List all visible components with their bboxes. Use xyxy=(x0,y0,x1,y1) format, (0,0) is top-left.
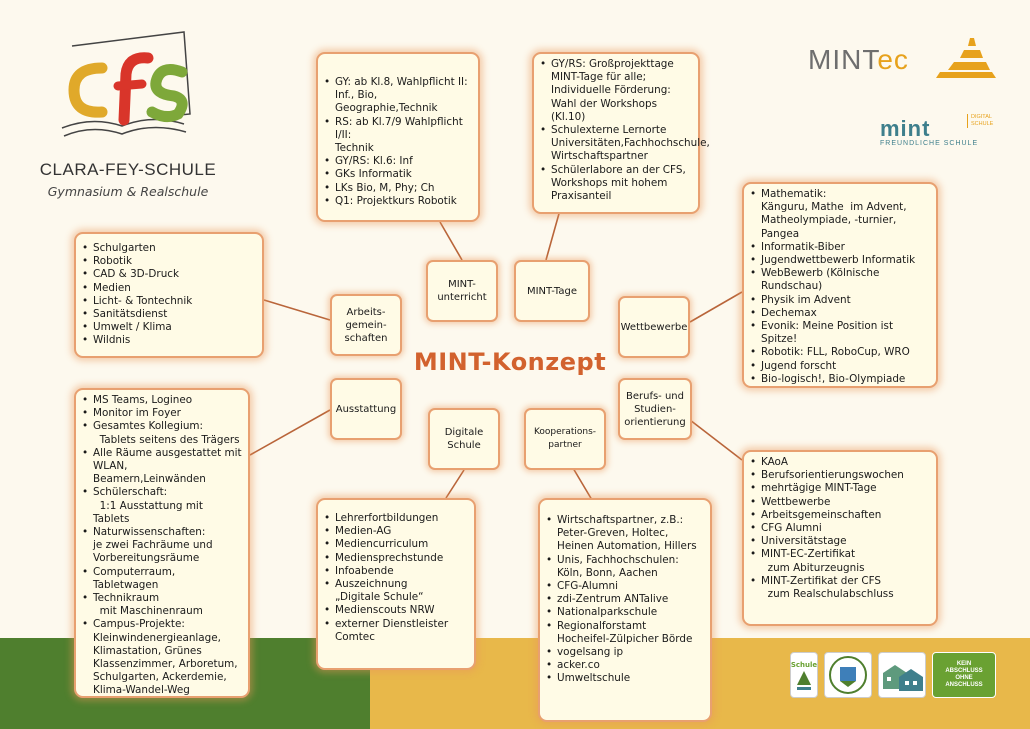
list-item: • Schulexterne Lernorte Universitäten,Fachhochschule, Wirtschaftspartner xyxy=(549,124,692,164)
box-ausstattung xyxy=(74,388,250,698)
list-item: • Schülerlabore an der CFS, Workshops mit hohem Praxisanteil xyxy=(549,164,692,204)
list-item: • Computerraum, Tabletwagen xyxy=(91,566,242,592)
list-item: • Umwelt / Klima xyxy=(91,321,256,334)
badge-kein-abschluss xyxy=(932,652,996,698)
svg-text:Schule: Schule xyxy=(791,661,817,669)
connector-ags xyxy=(264,300,330,320)
list-item: • GY/RS: Großprojekttage MINT-Tage für alle; Individuelle Förderung: Wahl der Workshops (Kl.10) xyxy=(549,58,692,124)
list-item: • Lehrerfortbildungen xyxy=(333,512,468,525)
nationalpark-icon xyxy=(791,653,817,697)
list-item: • externer Dienstleister Comtec xyxy=(333,618,468,644)
connector-digitale xyxy=(446,470,464,498)
box-wettbewerbe xyxy=(742,182,938,388)
list-item: • Nationalparkschule xyxy=(555,606,704,619)
node-kooperationspartner: Kooperations- partner xyxy=(524,408,606,470)
mint-freundliche-subtitle: FREUNDLICHE SCHULE xyxy=(880,140,979,147)
list-item: • zdi-Zentrum ANTalive xyxy=(555,593,704,606)
list-item: • acker.co xyxy=(555,659,704,672)
list-item: • Jugend forscht xyxy=(759,360,930,373)
list-item: • Licht- & Tontechnik xyxy=(91,295,256,308)
list-item: • Schulgarten xyxy=(91,242,256,255)
list-item: • Medien xyxy=(91,282,256,295)
list-item: • Alle Räume ausgestattet mit WLAN, Beamern,Leinwänden xyxy=(91,447,242,487)
box-mint-unterricht xyxy=(316,52,480,222)
list-item: • Naturwissenschaften: je zwei Fachräume und Vorbereitungsräume xyxy=(91,526,242,566)
node-mint-unterricht: MINT- unterricht xyxy=(426,260,498,322)
list-item: • Evonik: Meine Position ist Spitze! xyxy=(759,320,930,346)
list-item: • MINT-Zertifikat der CFS zum Realschulabschluss xyxy=(759,575,930,601)
school-name: CLARA-FEY-SCHULE xyxy=(39,160,217,179)
list-item: • Mediencurriculum xyxy=(333,538,468,551)
list-item: • CAD & 3D-Druck xyxy=(91,268,256,281)
mintec-pyramid-icon xyxy=(930,34,998,80)
list-item: • Schülerschaft: 1:1 Ausstattung mit Tablets xyxy=(91,486,242,526)
list-item: • Robotik: FLL, RoboCup, WRO xyxy=(759,346,930,359)
list-item: • Infoabende xyxy=(333,565,468,578)
digital-schule-tag: DIGITAL SCHULE xyxy=(967,114,1005,128)
list-item: • Jugendwettbewerb Informatik xyxy=(759,254,930,267)
mintec-logo: MINTec xyxy=(808,44,909,75)
list-item: • Sanitätsdienst xyxy=(91,308,256,321)
node-mint-tage: MINT-Tage xyxy=(514,260,590,322)
box-digitale-schule xyxy=(316,498,476,670)
mint-freundliche-logo: mint xyxy=(880,116,931,141)
node-berufs-studienorientierung: Berufs- und Studien- orientierung xyxy=(618,378,692,440)
school-logo-graphic xyxy=(52,28,202,153)
list-item: • Medienscouts NRW xyxy=(333,604,468,617)
list-item: • KAoA xyxy=(759,456,930,469)
list-item: • Regionalforstamt Hocheifel-Zülpicher Börde xyxy=(555,620,704,646)
node-ausstattung: Ausstattung xyxy=(330,378,402,440)
box-kooperationspartner xyxy=(538,498,712,722)
list-item: • Mediensprechstunde xyxy=(333,552,468,565)
list-item: • RS: ab Kl.7/9 Wahlpflicht I/II: Technik xyxy=(333,116,472,156)
list-item: • Umweltschule xyxy=(555,672,704,685)
list-item: • LKs Bio, M, Phy; Ch xyxy=(333,182,472,195)
diagram-title: MINT-Konzept xyxy=(413,348,607,376)
school-subtitle: Gymnasium & Realschule xyxy=(47,184,209,199)
list-item: • Dechemax xyxy=(759,307,930,320)
box-berufsorientierung xyxy=(742,450,938,626)
list-item: • GY: ab Kl.8, Wahlpflicht II: Inf., Bio, Geographie,Technik xyxy=(333,76,472,116)
list-item: • GY/RS: Kl.6: Inf xyxy=(333,155,472,168)
list-item: • Technikraum mit Maschinenraum xyxy=(91,592,242,618)
list-item: • WebBewerb (Kölnische Rundschau) xyxy=(759,267,930,293)
connector-koop xyxy=(573,468,592,500)
buildings-icon xyxy=(879,653,925,697)
list-item: • Robotik xyxy=(91,255,256,268)
list-item: • Monitor im Foyer xyxy=(91,407,242,420)
umweltschule-icon xyxy=(825,653,871,697)
list-item: • Wildnis xyxy=(91,334,256,347)
connector-berufs xyxy=(690,420,742,460)
list-item: • Mathematik: Känguru, Mathe im Advent, Matheolympiade, -turnier, Pangea xyxy=(759,188,930,241)
list-item: • MINT-EC-Zertifikat zum Abiturzeugnis xyxy=(759,548,930,574)
list-item: • GKs Informatik xyxy=(333,168,472,181)
list-item: • Unis, Fachhochschulen: Köln, Bonn, Aachen xyxy=(555,554,704,580)
list-item: • CFG-Alumni xyxy=(555,580,704,593)
badge-buildings xyxy=(878,652,926,698)
box-mint-tage xyxy=(532,52,710,214)
connector-wettbewerbe xyxy=(690,292,742,322)
list-item: • Berufsorientierungswochen xyxy=(759,469,930,482)
list-item: • MS Teams, Logineo xyxy=(91,394,242,407)
list-item: • Auszeichnung „Digitale Schule“ xyxy=(333,578,468,604)
node-wettbewerbe: Wettbewerbe xyxy=(618,296,690,358)
list-item: • Universitätstage xyxy=(759,535,930,548)
connector-ausstattung xyxy=(250,410,330,455)
list-item: • Gesamtes Kollegium: Tablets seitens des Trägers xyxy=(91,420,242,446)
badge-schule-nationalpark xyxy=(790,652,818,698)
node-arbeitsgemeinschaften: Arbeits- gemein- schaften xyxy=(330,294,402,356)
list-item: • Physik im Advent xyxy=(759,294,930,307)
list-item: • Arbeitsgemeinschaften xyxy=(759,509,930,522)
list-item: • Informatik-Biber xyxy=(759,241,930,254)
list-item: • Campus-Projekte: Kleinwindenergieanlage, Klimastation, Grünes Klassenzimmer, Arboretum, Schulgarten, Ackerdemie, Klima-Wandel-Weg xyxy=(91,618,242,697)
kein-abschluss-text: KEIN ABSCHLUSS OHNE ANSCHLUSS xyxy=(945,661,983,688)
list-item: • Wirtschaftspartner, z.B.: Peter-Greven, Holtec, Heinen Automation, Hillers xyxy=(555,514,704,554)
node-digitale-schule: Digitale Schule xyxy=(428,408,500,470)
list-item: • mehrtägige MINT-Tage xyxy=(759,482,930,495)
list-item: • Wettbewerbe xyxy=(759,496,930,509)
box-arbeitsgemeinschaften xyxy=(74,232,264,358)
list-item: • Bio-logisch!, Bio-Olympiade xyxy=(759,373,930,386)
connector-unterricht xyxy=(440,222,462,260)
list-item: • Medien-AG xyxy=(333,525,468,538)
list-item: • CFG Alumni xyxy=(759,522,930,535)
school-logo xyxy=(52,28,202,153)
list-item: • Q1: Projektkurs Robotik xyxy=(333,195,472,208)
connector-tage xyxy=(546,210,560,260)
list-item: • vogelsang ip xyxy=(555,646,704,659)
badge-umweltschule xyxy=(824,652,872,698)
